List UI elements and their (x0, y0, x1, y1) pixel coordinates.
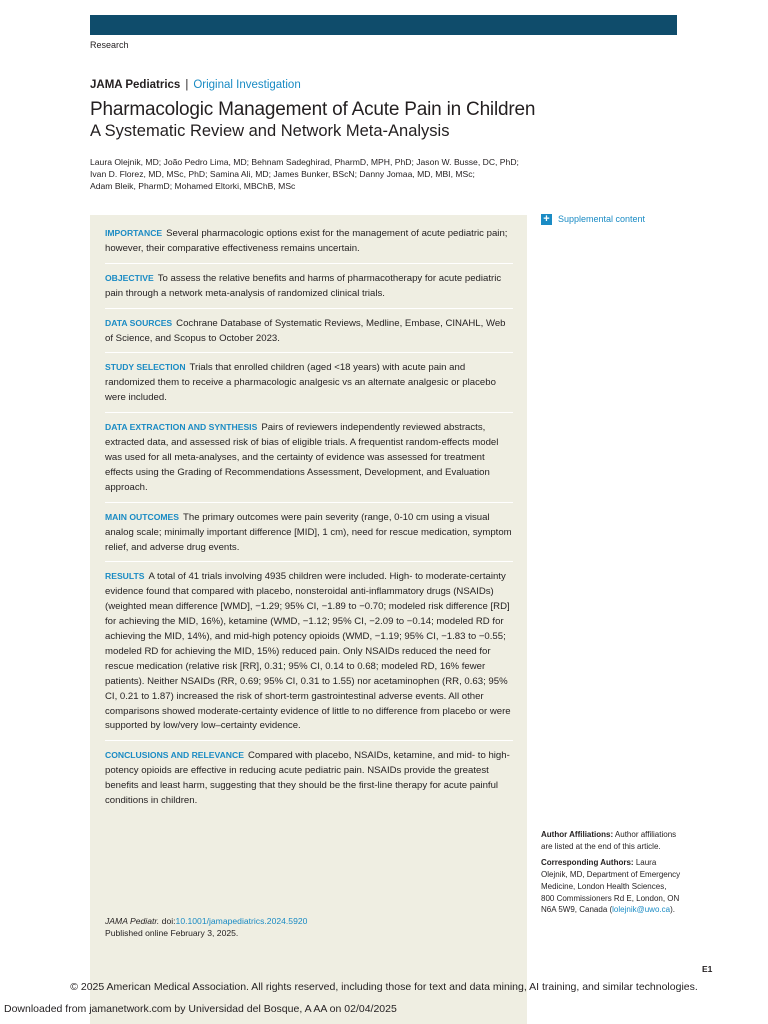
abstract-section-objective (105, 271, 513, 309)
abstract (105, 226, 513, 822)
author-line: Laura Olejnik, MD; João Pedro Lima, MD; Behnam Sadeghirad, PharmD, MPH, PhD; Jason W. Busse, DC, PhD; (90, 157, 519, 167)
section-label: Research (90, 40, 129, 50)
abstract-text: To assess the relative benefits and harms of pharmacotherapy for acute pediatric pain through a network meta-analysis of randomized clinical trials. (105, 272, 502, 299)
download-note: Downloaded from jamanetwork.com by Universidad del Bosque, A AA on 02/04/2025 (4, 1003, 397, 1015)
page-number: E1 (702, 964, 713, 974)
supplemental-content-link[interactable] (541, 212, 645, 225)
abstract-heading: OBJECTIVE (105, 272, 154, 283)
citation-doi-line (105, 915, 515, 927)
article-type[interactable]: Original Investigation (193, 79, 301, 91)
abstract-section-conclusions (105, 748, 513, 815)
corresponding-text: Laura Olejnik, MD, Department of Emergency Medicine, London Health Sciences, 800 Commissioners Rd E, London, ON N6A 5W9, Canada ( (541, 858, 681, 915)
abstract-text: Pairs of reviewers independently reviewed abstracts, extracted data, and assessed risk of bias of eligible trials. A frequentist random-effects model was used for all meta-analyses, and the certainty of evidence was assessed for treatment effects using the Grading of Recommendations Assessment, Development, and Evaluation approach. (105, 422, 499, 493)
abstract-heading: DATA SOURCES (105, 317, 173, 328)
published-date: Published online February 3, 2025. (105, 928, 239, 938)
abstract-text: Compared with placebo, NSAIDs, ketamine, and mid- to high-potency opioids are effective in reducing acute pediatric pain. NSAIDs provide the greatest benefits and least harm, suggesting that they should be the first-line therapy for acute painful conditions in children. (105, 750, 510, 807)
journal-line (90, 79, 301, 91)
article-subtitle: A Systematic Review and Network Meta-Analysis (90, 122, 450, 140)
doi-link[interactable]: 10.1001/jamapediatrics.2024.5920 (175, 916, 308, 926)
abstract-text: Cochrane Database of Systematic Reviews, Medline, Embase, CINAHL, Web of Science, and Scopus to October 2023. (105, 317, 506, 344)
doi-prefix: doi: (159, 916, 176, 926)
abstract-text: Trials that enrolled children (aged <18 years) with acute pain and randomized them to receive a pharmacologic analgesic vs an alternate analgesic or placebo were included. (105, 362, 496, 404)
author-list (90, 156, 530, 192)
affiliations-heading: Author Affiliations: (541, 830, 614, 839)
abstract-heading: DATA EXTRACTION AND SYNTHESIS (105, 422, 258, 433)
journal-abbrev: JAMA Pediatr. (105, 916, 160, 926)
citation (105, 915, 515, 939)
affiliations-block (541, 829, 681, 852)
abstract-text: A total of 41 trials involving 4935 children were included. High- to moderate-certainty evidence found that compared with placebo, nonsteroidal anti-inflammatory drugs (NSAIDs) (weighted mean difference [WMD], −1.29; 95% CI, −1.89 to −0.70; modeled risk difference [RD] for achieving the MID, 16%), ketamine (WMD, −1.12; 95% CI, −2.09 to −0.14; modeled RD for achieving the MID, 14%), and mid-high potency opioids (WMD, −1.19; 95% CI, −1.83 to −0.55; modeled RD for achieving the MID, 15%) reduced pain. Only NSAIDs reduced the need for rescue medication (relative risk [RR], 0.31; 95% CI, 0.14 to 0.68; modeled RD, 16% fewer patients). Neither NSAIDs (RR, 0.69; 95% CI, 0.31 to 1.55) nor acetaminophen (RR, 0.63; 95% CI, 0.21 to 1.87) increased the risk of short-term gastrointestinal adverse events. All other comparisons showed moderate-certainty evidence of little to no difference from placebo or were supported by low/very low–certainty evidence. (105, 571, 511, 732)
abstract-section-data-extraction (105, 420, 513, 503)
abstract-heading: CONCLUSIONS AND RELEVANCE (105, 750, 244, 761)
abstract-section-data-sources (105, 316, 513, 354)
abstract-section-importance (105, 226, 513, 264)
corresponding-heading: Corresponding Authors: (541, 858, 634, 868)
copyright-notice: © 2025 American Medical Association. All rights reserved, including those for text and data mining, AI training, and similar technologies. (70, 981, 698, 993)
affiliations-text: Author affiliations are listed at the end of this article. (541, 830, 677, 851)
plus-icon: + (541, 214, 552, 225)
article-title: Pharmacologic Management of Acute Pain in Children (90, 99, 536, 120)
journal-separator: | (185, 79, 189, 91)
abstract-heading: MAIN OUTCOMES (105, 511, 179, 522)
abstract-section-study-selection (105, 360, 513, 413)
abstract-section-results (105, 569, 513, 741)
corresponding-email-link[interactable]: lolejnik@uwo.ca (612, 905, 671, 915)
abstract-section-main-outcomes (105, 510, 513, 563)
author-affiliations (541, 829, 681, 921)
author-line: Ivan D. Florez, MD, MSc, PhD; Samina Ali, MD; James Bunker, BScN; Danny Jomaa, MD, MBI, MSc; (90, 169, 475, 179)
abstract-heading: RESULTS (105, 571, 145, 582)
corresponding-block (541, 857, 681, 916)
abstract-text: Several pharmacologic options exist for the management of acute pediatric pain; however, their comparative effectiveness remains uncertain. (105, 228, 508, 254)
journal-banner (90, 15, 677, 35)
corresponding-close: ). (670, 905, 675, 915)
abstract-heading: STUDY SELECTION (105, 362, 186, 373)
abstract-heading: IMPORTANCE (105, 228, 163, 238)
journal-name: JAMA Pediatrics (90, 79, 181, 91)
abstract-text: The primary outcomes were pain severity (range, 0-10 cm using a visual analog scale; minimally important difference [MID], 1 cm), need for rescue medication, symptom relief, and adverse drug events. (105, 511, 512, 553)
supplemental-label[interactable]: Supplemental content (558, 213, 646, 224)
author-line: Adam Bleik, PharmD; Mohamed Eltorki, MBChB, MSc (90, 181, 296, 191)
